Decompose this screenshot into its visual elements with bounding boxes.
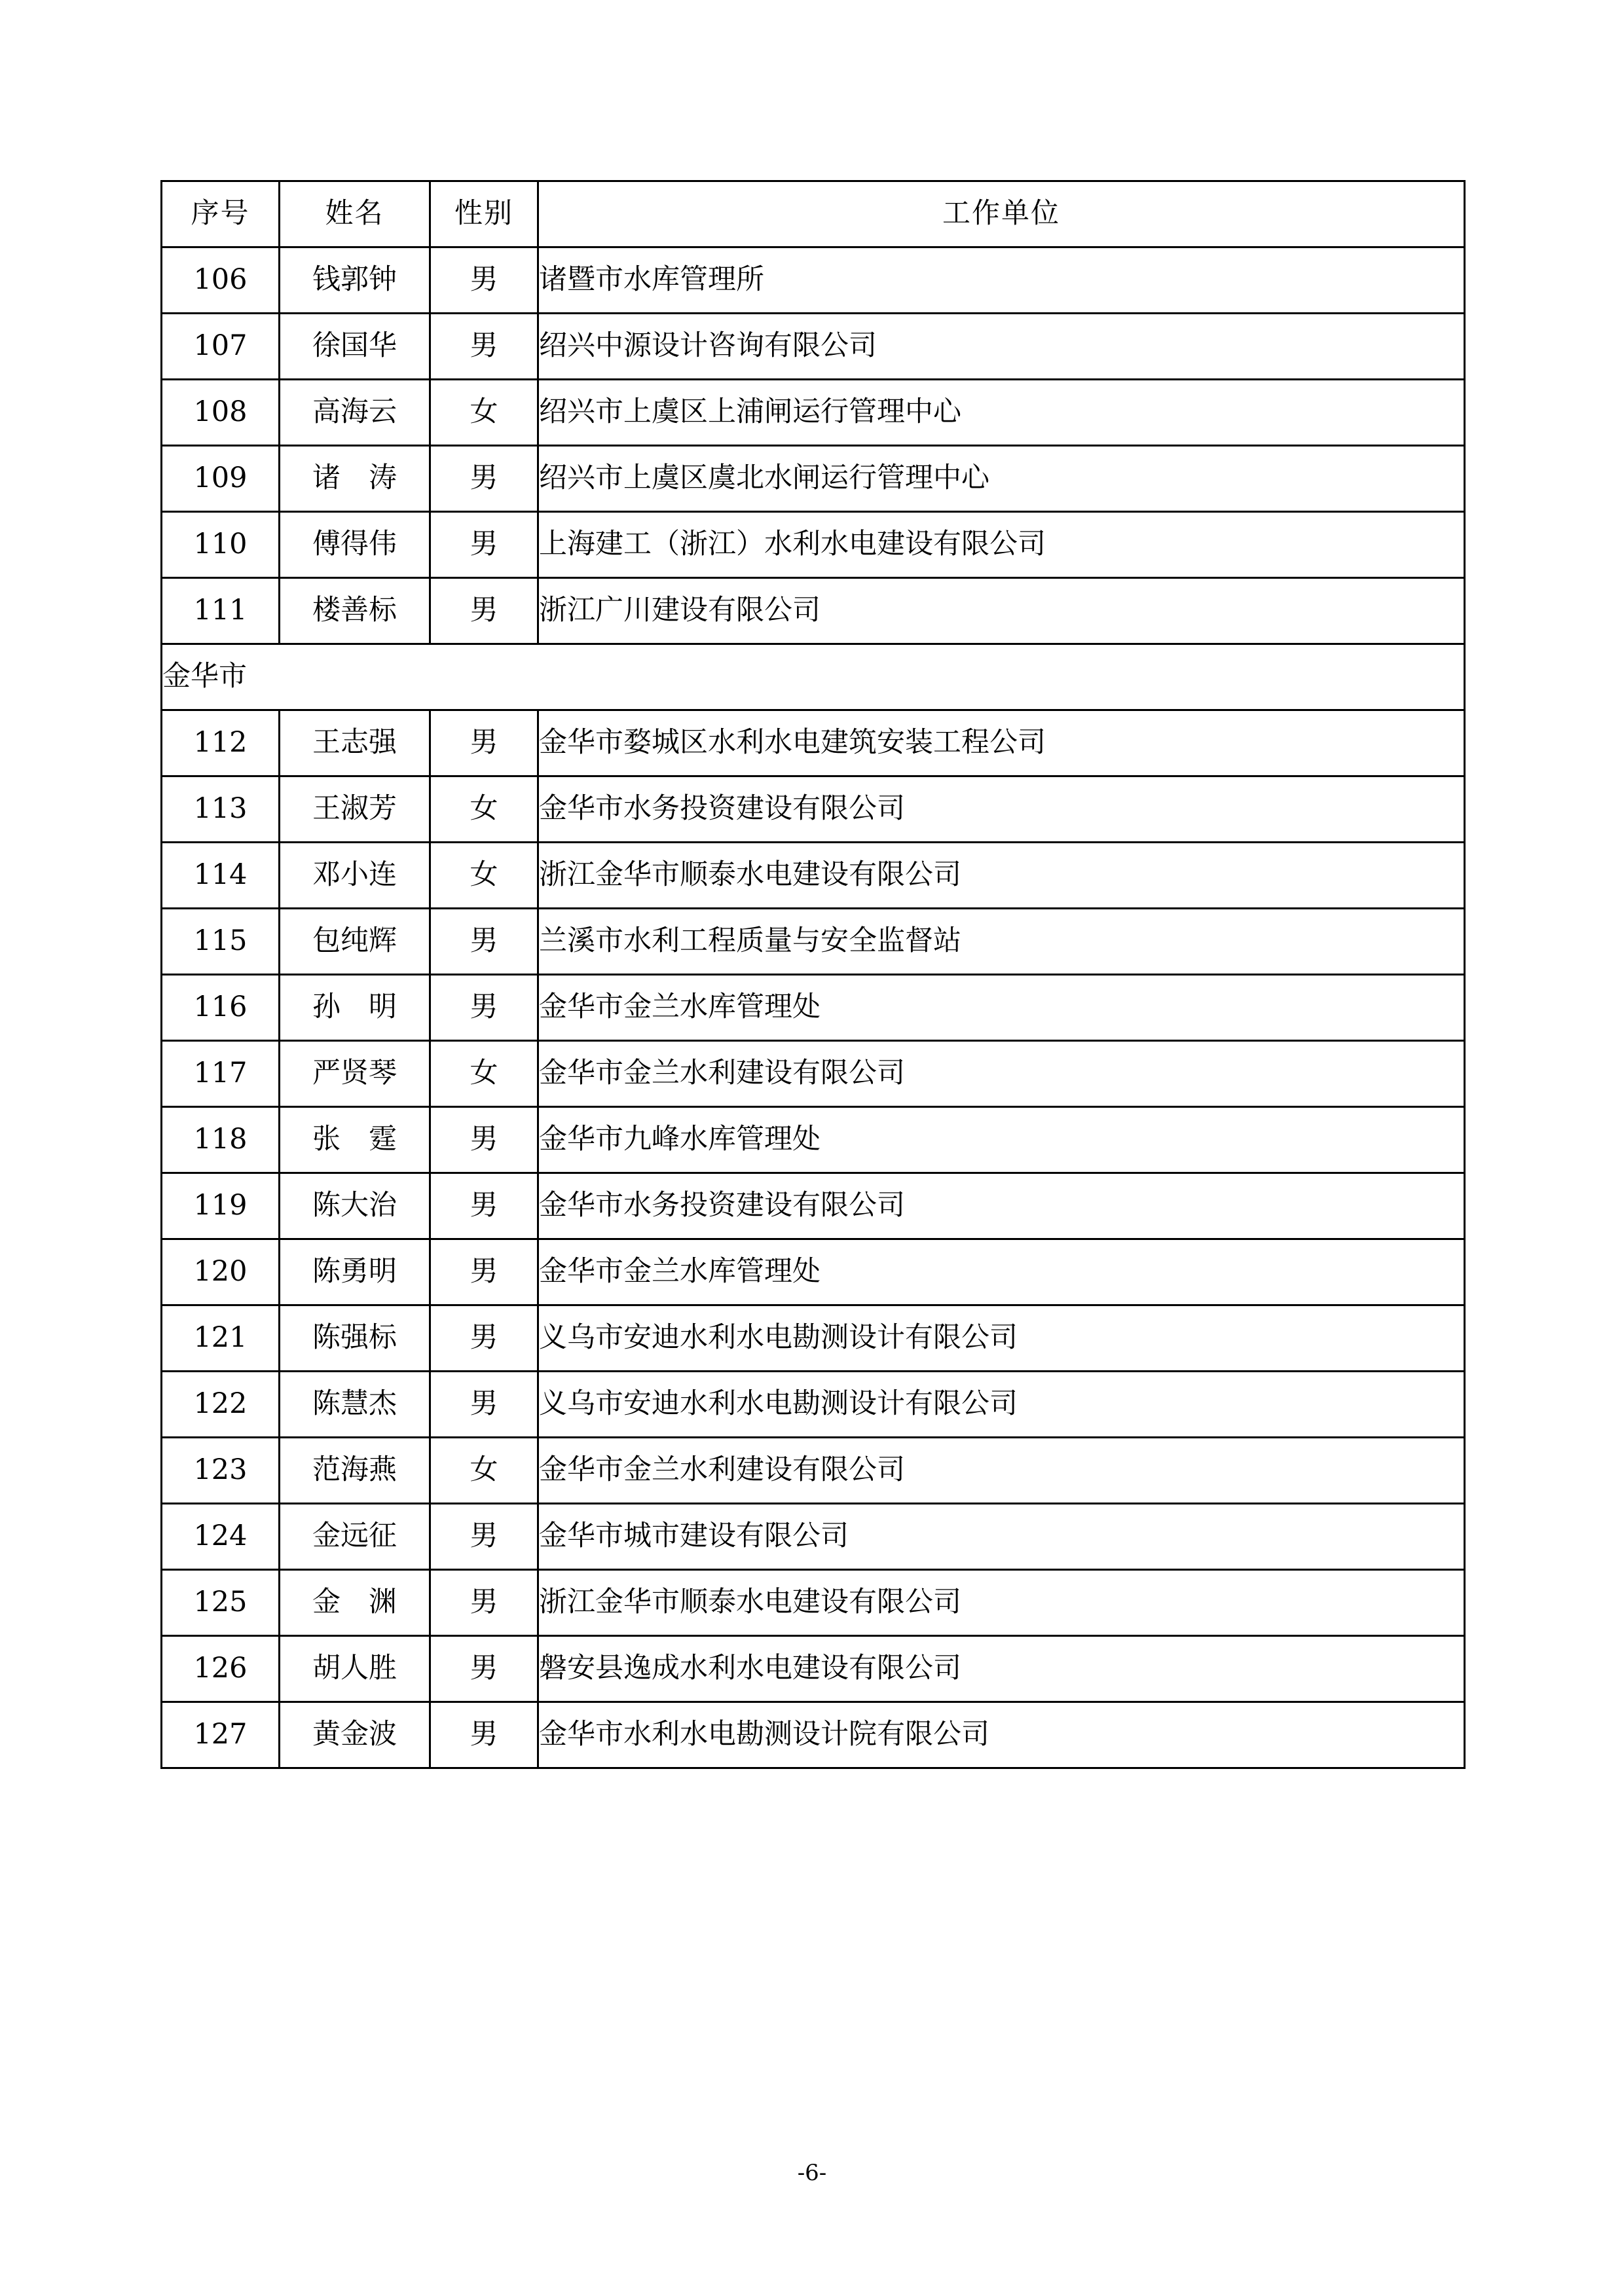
cell-sex: 男	[430, 1570, 538, 1636]
cell-name: 邓小连	[280, 843, 430, 909]
cell-seq: 112	[162, 710, 280, 776]
cell-sex: 女	[430, 1438, 538, 1504]
cell-unit: 浙江金华市顺泰水电建设有限公司	[538, 843, 1465, 909]
cell-unit: 金华市水务投资建设有限公司	[538, 1173, 1465, 1239]
cell-sex: 男	[430, 1504, 538, 1570]
cell-unit: 金华市城市建设有限公司	[538, 1504, 1465, 1570]
cell-name: 陈勇明	[280, 1239, 430, 1305]
cell-name: 陈慧杰	[280, 1372, 430, 1438]
cell-name: 楼善标	[280, 578, 430, 644]
cell-unit: 金华市金兰水库管理处	[538, 1239, 1465, 1305]
table-row	[162, 247, 1465, 314]
cell-unit: 绍兴市上虞区虞北水闸运行管理中心	[538, 446, 1465, 512]
cell-name: 金 渊	[280, 1570, 430, 1636]
column-header-unit: 工作单位	[538, 181, 1465, 247]
cell-unit: 绍兴市上虞区上浦闸运行管理中心	[538, 380, 1465, 446]
cell-seq: 111	[162, 578, 280, 644]
table-row	[162, 380, 1465, 446]
cell-seq: 109	[162, 446, 280, 512]
cell-sex: 男	[430, 1173, 538, 1239]
cell-sex: 男	[430, 578, 538, 644]
table-row	[162, 446, 1465, 512]
table-row	[162, 975, 1465, 1041]
cell-name: 诸 涛	[280, 446, 430, 512]
cell-name: 张 霆	[280, 1107, 430, 1173]
cell-seq: 114	[162, 843, 280, 909]
cell-sex: 男	[430, 1702, 538, 1768]
cell-name: 孙 明	[280, 975, 430, 1041]
cell-sex: 女	[430, 380, 538, 446]
cell-seq: 121	[162, 1305, 280, 1372]
table-row	[162, 1107, 1465, 1173]
cell-sex: 女	[430, 1041, 538, 1107]
cell-sex: 男	[430, 446, 538, 512]
cell-sex: 男	[430, 1107, 538, 1173]
table-row	[162, 1173, 1465, 1239]
cell-sex: 男	[430, 1636, 538, 1702]
cell-seq: 122	[162, 1372, 280, 1438]
cell-sex: 男	[430, 1239, 538, 1305]
cell-name: 王志强	[280, 710, 430, 776]
cell-seq: 123	[162, 1438, 280, 1504]
cell-seq: 127	[162, 1702, 280, 1768]
cell-seq: 126	[162, 1636, 280, 1702]
cell-seq: 110	[162, 512, 280, 578]
cell-unit: 绍兴中源设计咨询有限公司	[538, 314, 1465, 380]
cell-name: 陈强标	[280, 1305, 430, 1372]
cell-sex: 女	[430, 776, 538, 843]
cell-sex: 男	[430, 975, 538, 1041]
cell-sex: 男	[430, 1372, 538, 1438]
cell-unit: 义乌市安迪水利水电勘测设计有限公司	[538, 1305, 1465, 1372]
table-row	[162, 776, 1465, 843]
cell-seq: 117	[162, 1041, 280, 1107]
cell-seq: 107	[162, 314, 280, 380]
cell-seq: 115	[162, 909, 280, 975]
table-row	[162, 1438, 1465, 1504]
cell-name: 徐国华	[280, 314, 430, 380]
cell-sex: 男	[430, 314, 538, 380]
cell-unit: 上海建工（浙江）水利水电建设有限公司	[538, 512, 1465, 578]
table-row	[162, 578, 1465, 644]
cell-name: 金远征	[280, 1504, 430, 1570]
cell-name: 陈大治	[280, 1173, 430, 1239]
cell-unit: 金华市婺城区水利水电建筑安装工程公司	[538, 710, 1465, 776]
cell-seq: 108	[162, 380, 280, 446]
cell-unit: 金华市九峰水库管理处	[538, 1107, 1465, 1173]
table-row	[162, 1041, 1465, 1107]
cell-name: 黄金波	[280, 1702, 430, 1768]
cell-name: 严贤琴	[280, 1041, 430, 1107]
cell-seq: 125	[162, 1570, 280, 1636]
cell-name: 包纯辉	[280, 909, 430, 975]
cell-seq: 113	[162, 776, 280, 843]
cell-name: 高海云	[280, 380, 430, 446]
cell-unit: 义乌市安迪水利水电勘测设计有限公司	[538, 1372, 1465, 1438]
page-number: -6-	[797, 2160, 827, 2186]
column-header-seq: 序号	[162, 181, 280, 247]
cell-seq: 106	[162, 247, 280, 314]
cell-seq: 120	[162, 1239, 280, 1305]
cell-sex: 女	[430, 843, 538, 909]
cell-sex: 男	[430, 710, 538, 776]
table-row	[162, 1239, 1465, 1305]
table-row	[162, 314, 1465, 380]
cell-name: 胡人胜	[280, 1636, 430, 1702]
cell-name: 傅得伟	[280, 512, 430, 578]
group-label: 金华市	[162, 644, 1465, 710]
roster-table	[160, 180, 1466, 1769]
table-row	[162, 1372, 1465, 1438]
table-body	[162, 247, 1465, 1768]
table-row	[162, 1570, 1465, 1636]
group-header-row	[162, 644, 1465, 710]
cell-sex: 男	[430, 247, 538, 314]
cell-seq: 124	[162, 1504, 280, 1570]
cell-unit: 浙江金华市顺泰水电建设有限公司	[538, 1570, 1465, 1636]
table-row	[162, 843, 1465, 909]
cell-unit: 兰溪市水利工程质量与安全监督站	[538, 909, 1465, 975]
cell-sex: 男	[430, 909, 538, 975]
cell-unit: 金华市金兰水利建设有限公司	[538, 1041, 1465, 1107]
cell-unit: 诸暨市水库管理所	[538, 247, 1465, 314]
cell-unit: 金华市水务投资建设有限公司	[538, 776, 1465, 843]
column-header-sex: 性别	[430, 181, 538, 247]
table-header-row	[162, 181, 1465, 247]
table-row	[162, 909, 1465, 975]
cell-name: 范海燕	[280, 1438, 430, 1504]
cell-name: 王淑芳	[280, 776, 430, 843]
table-row	[162, 710, 1465, 776]
table-row	[162, 1702, 1465, 1768]
cell-unit: 浙江广川建设有限公司	[538, 578, 1465, 644]
cell-seq: 119	[162, 1173, 280, 1239]
table-row	[162, 512, 1465, 578]
cell-unit: 金华市金兰水利建设有限公司	[538, 1438, 1465, 1504]
table-header	[162, 181, 1465, 247]
cell-unit: 磐安县逸成水利水电建设有限公司	[538, 1636, 1465, 1702]
cell-seq: 116	[162, 975, 280, 1041]
column-header-name: 姓名	[280, 181, 430, 247]
cell-unit: 金华市金兰水库管理处	[538, 975, 1465, 1041]
table-row	[162, 1504, 1465, 1570]
table-row	[162, 1305, 1465, 1372]
table-row	[162, 1636, 1465, 1702]
cell-sex: 男	[430, 512, 538, 578]
cell-name: 钱郭钟	[280, 247, 430, 314]
cell-unit: 金华市水利水电勘测设计院有限公司	[538, 1702, 1465, 1768]
cell-sex: 男	[430, 1305, 538, 1372]
cell-seq: 118	[162, 1107, 280, 1173]
